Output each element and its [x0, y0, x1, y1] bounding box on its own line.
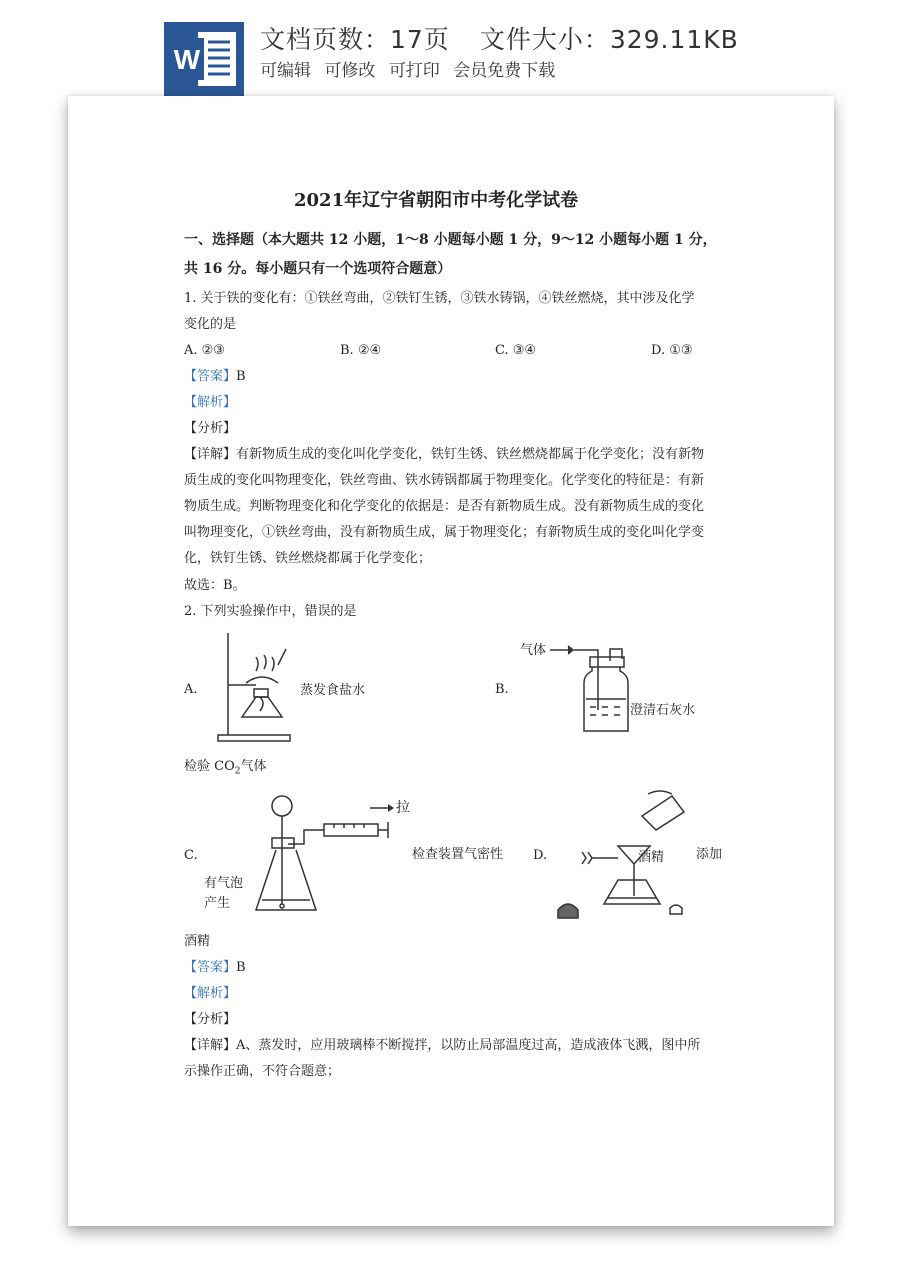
feature-editable: 可编辑 [260, 61, 311, 81]
q2-fenxi: 【分析】 [184, 1012, 237, 1027]
alcohol-lamp-figure [552, 786, 692, 926]
q1-detail-1: 【详解】有新物质生成的变化叫化学变化，铁钉生锈、铁丝燃烧都属于化学变化；没有新物 [184, 447, 705, 462]
doc-title: 2021年辽宁省朝阳市中考化学试卷 [294, 190, 579, 211]
gas-washing-bottle-figure [550, 641, 630, 735]
caption-subscript: 2 [234, 766, 241, 777]
q1-stem-line2: 变化的是 [184, 317, 237, 332]
q2-option-b-caption [184, 759, 267, 780]
q1-conclusion: 故选：B。 [184, 578, 246, 593]
section-heading-1: 一、选择题（本大题共 12 小题，1～8 小题每小题 1 分，9～12 小题每小题 1 分， [184, 232, 717, 248]
feature-member-download: 会员免费下载 [453, 61, 556, 81]
section-heading-2: 共 16 分。每小题只有一个选项符合题意） [184, 261, 452, 277]
word-document-icon [164, 22, 244, 96]
q2-option-c-pull-label: 拉 [396, 800, 410, 816]
caption-text: 检验 CO [184, 759, 235, 774]
q1-detail-5: 化，铁钉生锈、铁丝燃烧都属于化学变化； [184, 551, 432, 566]
feature-modifiable: 可修改 [324, 61, 376, 81]
q1-jiexi: 【解析】 [184, 395, 237, 410]
download-header [0, 0, 900, 100]
answer-tag: 【答案】 [184, 960, 237, 975]
q2-option-b-letter: B. [495, 682, 509, 697]
page-count: 文档页数：17页 [260, 25, 450, 54]
q1-option-b: B. ②④ [340, 343, 382, 358]
q1-option-a: A. ②③ [184, 343, 225, 358]
q1-detail-2: 质生成的变化叫物理变化，铁丝弯曲、铁水铸锅都属于物理变化。化学变化的特征是：有新 [184, 473, 705, 488]
q2-option-c-label: 检查装置气密性 [412, 847, 504, 862]
evaporation-apparatus-figure [216, 631, 294, 743]
q2-detail-1: 【详解】A、蒸发时，应用玻璃棒不断搅拌，以防止局部温度过高，造成液体飞溅，图中所 [184, 1038, 701, 1053]
q2-option-c-bubble-label-2: 产生 [204, 896, 231, 911]
q2-option-d-letter: D. [533, 848, 548, 863]
file-size: 文件大小：329.11KB [479, 25, 739, 54]
q2-option-d-label: 添加 [696, 847, 723, 862]
q1-fenxi: 【分析】 [184, 421, 237, 436]
answer-value: B [236, 369, 246, 384]
answer-tag: 【答案】 [184, 369, 237, 384]
q2-option-c-bubble-label-1: 有气泡 [204, 876, 244, 891]
feature-printable: 可打印 [388, 61, 440, 81]
pull-arrow-icon [370, 802, 396, 814]
q1-detail-4: 叫物理变化，①铁丝弯曲，没有新物质生成，属于物理变化；有新物质生成的变化叫化学变 [184, 525, 705, 540]
q2-answer [184, 960, 246, 976]
feature-list [260, 56, 563, 81]
q1-option-c: C. ③④ [495, 343, 537, 358]
q1-stem-line1: 1. 关于铁的变化有：①铁丝弯曲，②铁钉生锈，③铁水铸锅，④铁丝燃烧，其中涉及化学 [184, 291, 695, 306]
q2-option-d-alcohol-label: 酒精 [638, 850, 665, 865]
q1-detail-3: 物质生成。判断物理变化和化学变化的依据是：是否有新物质生成。没有新物质生成的变化 [184, 499, 705, 514]
q2-option-c-letter: C. [184, 848, 198, 863]
document-page [68, 96, 834, 1226]
q2-jiexi: 【解析】 [184, 986, 237, 1001]
q2-option-a-letter: A. [184, 682, 198, 697]
q1-answer [184, 369, 246, 385]
word-icon-letter: W [173, 44, 201, 75]
q2-option-d-label-2: 酒精 [184, 934, 211, 949]
q1-option-d: D. ①③ [651, 343, 693, 358]
q2-option-b-gas-label: 气体 [520, 643, 547, 658]
file-info [260, 20, 739, 56]
caption-suffix: 气体 [240, 759, 267, 774]
q2-option-a-label: 蒸发食盐水 [300, 683, 366, 698]
q2-stem: 2. 下列实验操作中，错误的是 [184, 604, 357, 619]
q2-option-b-liquid-label: 澄清石灰水 [630, 703, 696, 718]
answer-value: B [236, 960, 246, 975]
q2-detail-2: 示操作正确，不符合题意； [184, 1064, 341, 1079]
